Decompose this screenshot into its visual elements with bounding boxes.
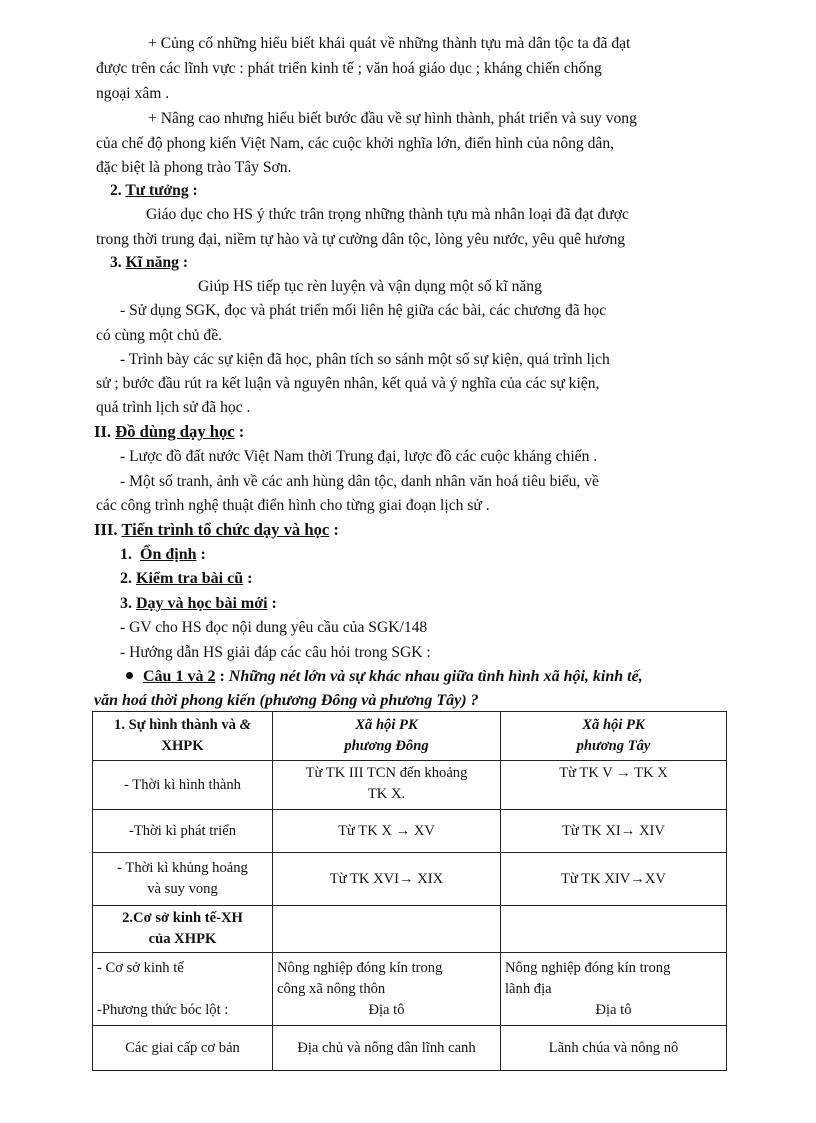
- section-colon: :: [234, 422, 245, 441]
- table-cell: [501, 906, 727, 953]
- table-cell: Địa chủ và nông dân lĩnh canh: [273, 1026, 501, 1071]
- table-row: [93, 853, 727, 906]
- table-cell: Từ TK X → XV: [273, 810, 501, 853]
- list-item: - Sử dụng SGK, đọc và phát triển mối liên hệ giữa các bài, các chương đã học: [120, 302, 607, 319]
- list-item: - Một số tranh, ảnh về các anh hùng dân tộc, danh nhân văn hoá tiêu biểu, về: [120, 473, 599, 490]
- table-row: [93, 810, 727, 853]
- section-title: Đồ dùng dạy học: [115, 422, 235, 441]
- table-row: [93, 1026, 727, 1071]
- paragraph-text: trong thời trung đại, niềm tự hào và tự cường dân tộc, lòng yêu nước, yêu quê hương: [96, 231, 626, 248]
- paragraph-text: Giáo dục cho HS ý thức trân trọng những thành tựu mà nhân loại đã đạt được: [146, 206, 629, 223]
- section-number: III.: [94, 520, 118, 539]
- subheading-number: 1.: [120, 546, 132, 563]
- section-heading-do-dung: [94, 422, 244, 442]
- paragraph-text: ngoại xâm .: [96, 85, 170, 102]
- section-title: Tiến trình tổ chức dạy và học: [121, 520, 330, 539]
- table-cell: [273, 906, 501, 953]
- paragraph-text: sử ; bước đầu rút ra kết luận và nguyên nhân, kết quả và ý nghĩa của các sự kiện,: [96, 375, 600, 392]
- section-heading-tu-tuong: [110, 181, 198, 201]
- list-item: - Lược đồ đất nước Việt Nam thời Trung đại, lược đồ các cuộc kháng chiến .: [120, 448, 598, 465]
- table-cell: Các giai cấp cơ bản: [93, 1026, 273, 1071]
- list-item: - Trình bày các sự kiện đã học, phân tích so sánh một số sự kiện, quá trình lịch: [120, 351, 610, 368]
- paragraph-text: của chế độ phong kiến Việt Nam, các cuộc khởi nghĩa lớn, điển hình của nông dân,: [96, 135, 615, 152]
- subheading-number: 2.: [120, 570, 132, 587]
- list-item: - GV cho HS đọc nội dung yêu cầu của SGK/148: [120, 619, 428, 636]
- question-separator: :: [215, 668, 229, 685]
- comparison-table: [92, 711, 727, 1071]
- table-cell: -Thời kì phát triển: [93, 810, 273, 853]
- table-cell: Từ TK XI→ XIV: [501, 810, 727, 853]
- paragraph-text: + Củng cố những hiểu biết khái quát về những thành tựu mà dân tộc ta đã đạt: [148, 35, 631, 52]
- section-colon: :: [178, 254, 189, 271]
- table-header-cell: 1. Sự hình thành và & XHPK: [93, 712, 273, 761]
- table-cell: Nông nghiệp đóng kín trong công xã nông thôn Địa tô: [273, 953, 501, 1026]
- subheading-colon: :: [243, 570, 253, 587]
- subheading-number: 3.: [120, 595, 132, 612]
- section-number: 2.: [110, 182, 122, 199]
- table-row: [93, 761, 727, 810]
- bullet-icon: [126, 672, 133, 679]
- table-cell: Từ TK XVI→ XIX: [273, 853, 501, 906]
- section-colon: :: [329, 520, 339, 539]
- paragraph-text: có cùng một chủ đề.: [96, 327, 223, 344]
- table-row: [93, 953, 727, 1026]
- list-item: - Hướng dẫn HS giải đáp các câu hỏi trong SGK :: [120, 644, 431, 661]
- subheading-on-dinh: [120, 545, 206, 565]
- subheading-title: Kiểm tra bài cũ: [136, 570, 244, 587]
- table-cell: Lãnh chúa và nông nô: [501, 1026, 727, 1071]
- section-title: Kĩ năng: [125, 254, 179, 271]
- section-title: Tư tưởng: [125, 182, 189, 199]
- table-cell: - Thời kì khủng hoảng và suy vong: [93, 853, 273, 906]
- table-row: [93, 906, 727, 953]
- question-line: [126, 667, 643, 687]
- section-heading-ki-nang: [110, 253, 188, 273]
- question-label: Câu 1 và 2: [143, 668, 216, 685]
- table-cell: Từ TK V → TK X: [501, 761, 727, 810]
- paragraph-text: được trên các lĩnh vực : phát triển kinh tế ; văn hoá giáo dục ; kháng chiến chống: [96, 60, 602, 77]
- table-cell: Nông nghiệp đóng kín trong lãnh địa Địa tô: [501, 953, 727, 1026]
- subheading-colon: :: [267, 595, 277, 612]
- section-number: II.: [94, 422, 112, 441]
- table-header-row: [93, 712, 727, 761]
- table-cell: Từ TK XIV→XV: [501, 853, 727, 906]
- table-header-cell: Xã hội PK phương Đông: [273, 712, 501, 761]
- table-cell: Từ TK III TCN đến khoảng TK X.: [273, 761, 501, 810]
- table-cell: 2.Cơ sở kinh tế-XH của XHPK: [93, 906, 273, 953]
- table-header-cell: Xã hội PK phương Tây: [501, 712, 727, 761]
- question-text-continued: văn hoá thời phong kiến (phương Đông và phương Tây) ?: [94, 692, 479, 709]
- subheading-title: Ổn định: [140, 546, 197, 563]
- subheading-title: Dạy và học bài mới: [136, 595, 268, 612]
- subheading-day-hoc: [120, 594, 277, 614]
- ampersand-symbol: &: [239, 717, 251, 733]
- question-text: Những nét lớn và sự khác nhau giữa tình hình xã hội, kinh tế,: [228, 668, 643, 685]
- section-number: 3.: [110, 254, 122, 271]
- paragraph-text: đặc biệt là phong trào Tây Sơn.: [96, 159, 292, 176]
- paragraph-text: các công trình nghệ thuật điển hình cho từng giai đoạn lịch sử .: [96, 497, 490, 514]
- subheading-kiem-tra: [120, 569, 252, 589]
- section-colon: :: [188, 182, 198, 199]
- subheading-colon: :: [196, 546, 206, 563]
- paragraph-text: Giúp HS tiếp tục rèn luyện và vận dụng một số kĩ năng: [198, 278, 542, 295]
- section-heading-tien-trinh: [94, 520, 339, 540]
- table-cell: - Thời kì hình thành: [93, 761, 273, 810]
- table-cell: - Cơ sở kinh tế -Phương thức bóc lột :: [93, 953, 273, 1026]
- paragraph-text: + Nâng cao nhưng hiểu biết bước đầu về sự hình thành, phát triển và suy vong: [148, 110, 637, 127]
- paragraph-text: quá trình lịch sử đã học .: [96, 399, 251, 416]
